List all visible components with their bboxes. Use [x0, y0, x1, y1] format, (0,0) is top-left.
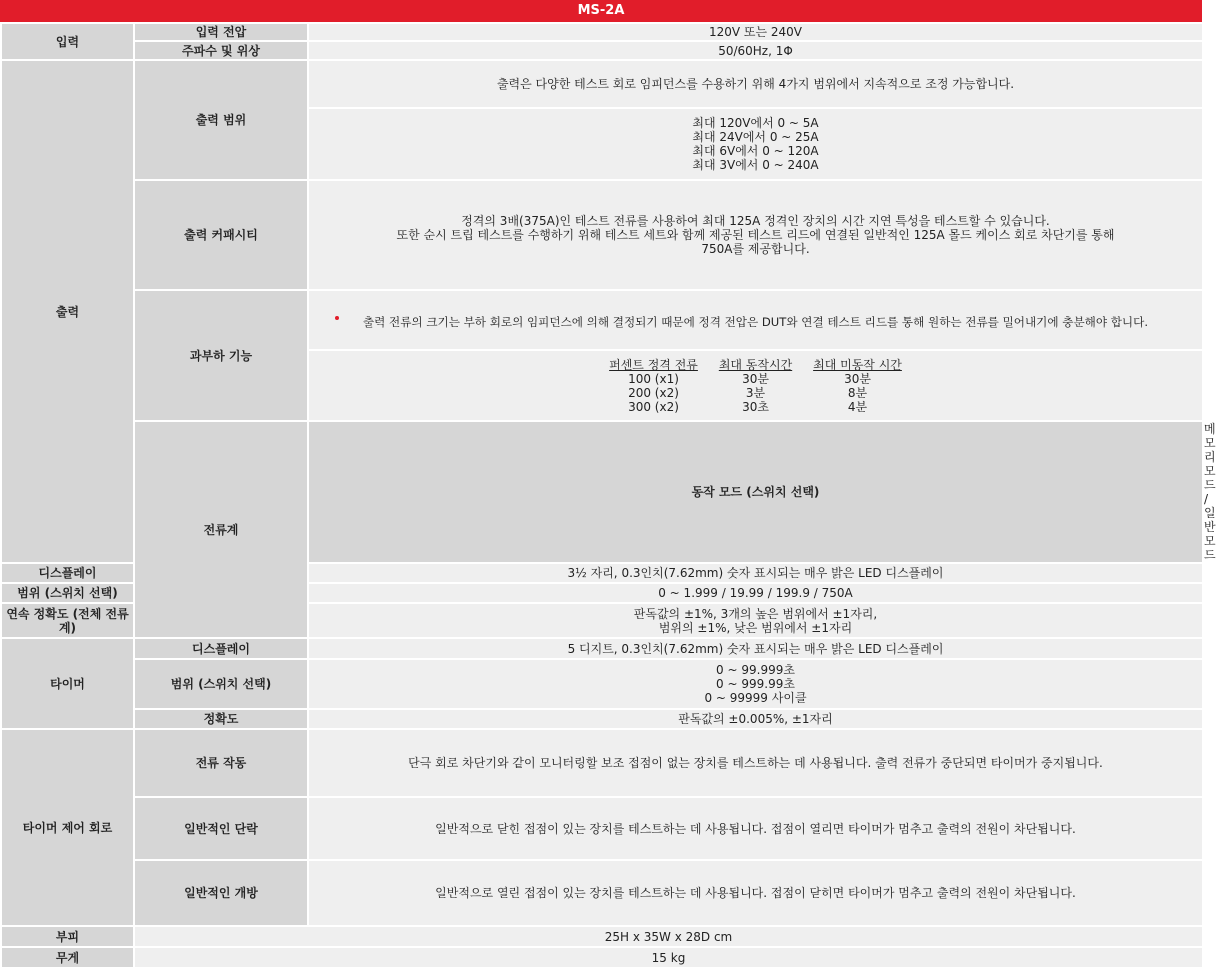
- output-range-line: 최대 3V에서 0 ~ 240A: [692, 158, 819, 172]
- overload-cell: 30분: [844, 371, 871, 386]
- timer-range-line: 0 ~ 99.999초: [716, 663, 795, 677]
- current-operation-value: 단극 회로 차단기와 같이 모니터링할 보조 접점이 없는 장치를 테스트하는 데 사용됩니다. 출력 전류가 중단되면 타이머가 중지됩니다.: [308, 729, 1203, 797]
- overload-cell: 4분: [847, 399, 868, 414]
- output-range-line: 최대 24V에서 0 ~ 25A: [692, 130, 819, 144]
- ammeter-display-label: 디스플레이: [1, 563, 134, 583]
- overload-cell: 8분: [847, 385, 868, 400]
- overload-cell: 300 (x2): [628, 399, 679, 414]
- overload-cell: 100 (x1): [628, 371, 679, 386]
- table-row: [1, 180, 1203, 290]
- table-row: [1, 23, 1203, 41]
- ammeter-accuracy-line: 범위의 ±1%, 낮은 범위에서 ±1자리: [658, 620, 853, 635]
- output-range-line: 최대 6V에서 0 ~ 120A: [692, 144, 819, 158]
- volume-value: 25H x 35W x 28D cm: [134, 926, 1203, 947]
- category-ammeter: 전류계: [134, 421, 308, 638]
- timer-range-label: 범위 (스위치 선택): [134, 659, 308, 709]
- normally-open-label: 일반적인 개방: [134, 860, 308, 926]
- ammeter-range-label: 범위 (스위치 선택): [1, 583, 134, 603]
- table-row: [1, 926, 1203, 947]
- ammeter-accuracy-value: [308, 603, 1203, 638]
- table-row: [1, 797, 1203, 860]
- timer-accuracy-value: 판독값의 ±0.005%, ±1자리: [308, 709, 1203, 729]
- overload-cell: 200 (x2): [628, 385, 679, 400]
- overload-cell: 30초: [742, 399, 769, 414]
- category-volume: 부피: [1, 926, 134, 947]
- overload-label: 과부하 기능: [134, 290, 308, 421]
- table-row: [1, 860, 1203, 926]
- frequency-value: 50/60Hz, 1Φ: [308, 41, 1203, 60]
- overload-header: 최대 미동작 시간: [813, 357, 902, 372]
- timer-accuracy-label: 정확도: [134, 709, 308, 729]
- output-range-label: 출력 범위: [134, 60, 308, 180]
- ammeter-range-value: 0 ~ 1.999 / 19.99 / 199.9 / 750A: [308, 583, 1203, 603]
- ammeter-accuracy-label: 연속 정확도 (전체 전류계): [1, 603, 134, 638]
- output-range-list: [308, 108, 1203, 180]
- overload-table: [600, 358, 912, 414]
- overload-header: 퍼센트 정격 전류: [609, 357, 698, 372]
- model-title: MS-2A: [0, 0, 1202, 22]
- output-capacity-label: 출력 커패시티: [134, 180, 308, 290]
- table-row: [1, 947, 1203, 968]
- table-row: [1, 290, 1203, 350]
- table-row: [1, 41, 1203, 60]
- capacity-line: 750A를 제공합니다.: [701, 242, 810, 256]
- overload-description: 출력 전류의 크기는 부하 회로의 임피던스에 의해 결정되기 때문에 정격 전압은 DUT와 연결 테스트 리드를 통해 원하는 전류를 밀어내기에 충분해야 합니다.: [362, 315, 1149, 329]
- category-timer: 타이머: [1, 638, 134, 729]
- timer-display-value: 5 디지트, 0.3인치(7.62mm) 숫자 표시되는 매우 밝은 LED 디스플레이: [308, 638, 1203, 659]
- capacity-line: 또한 순시 트립 테스트를 수행하기 위해 테스트 세트와 함께 제공된 테스트 리드에 연결된 일반적인 125A 몰드 케이스 회로 차단기를 통해: [396, 228, 1115, 242]
- table-row: [1, 60, 1203, 108]
- timer-range-line: 0 ~ 999.99초: [716, 677, 795, 691]
- spec-table: [0, 22, 1216, 969]
- timer-range-line: 0 ~ 99999 사이클: [704, 691, 807, 705]
- frequency-label: 주파수 및 위상: [134, 41, 308, 60]
- category-input: 입력: [1, 23, 134, 60]
- table-row: [1, 638, 1203, 659]
- ammeter-accuracy-line: 판독값의 ±1%, 3개의 높은 범위에서 ±1자리,: [633, 606, 878, 621]
- bullet-dot-icon: [335, 316, 339, 320]
- output-range-description: 출력은 다양한 테스트 회로 임피던스를 수용하기 위해 4가지 범위에서 지속적으로 조정 가능합니다.: [308, 60, 1203, 108]
- overload-description-cell: [308, 290, 1203, 350]
- timer-range-value: [308, 659, 1203, 709]
- category-weight: 무게: [1, 947, 134, 968]
- table-row: [1, 709, 1203, 729]
- normally-open-value: 일반적으로 열린 접점이 있는 장치를 테스트하는 데 사용됩니다. 접점이 닫히면 타이머가 멈추고 출력의 전원이 차단됩니다.: [308, 860, 1203, 926]
- output-range-line: 최대 120V에서 0 ~ 5A: [692, 116, 819, 130]
- input-voltage-label: 입력 전압: [134, 23, 308, 41]
- overload-cell: 3분: [745, 385, 766, 400]
- table-row: [1, 659, 1203, 709]
- overload-cell: 30분: [742, 371, 769, 386]
- weight-value: 15 kg: [134, 947, 1203, 968]
- overload-table-cell: [308, 350, 1203, 421]
- table-row: 전류계 동작 모드 (스위치 선택) 메모리 모드 / 일반 모드: [1, 421, 1203, 563]
- input-voltage-value: 120V 또는 240V: [308, 23, 1203, 41]
- capacity-line: 정격의 3배(375A)인 테스트 전류를 사용하여 최대 125A 정격인 장치의 시간 지연 특성을 테스트할 수 있습니다.: [461, 214, 1050, 228]
- category-timer-control: 타이머 제어 회로: [1, 729, 134, 926]
- normally-closed-label: 일반적인 단락: [134, 797, 308, 860]
- output-capacity-text: [308, 180, 1203, 290]
- ammeter-display-value: 3½ 자리, 0.3인치(7.62mm) 숫자 표시되는 매우 밝은 LED 디스플레이: [308, 563, 1203, 583]
- category-output: 출력: [1, 60, 134, 563]
- overload-header: 최대 동작시간: [718, 357, 793, 372]
- normally-closed-value: 일반적으로 닫힌 접점이 있는 장치를 테스트하는 데 사용됩니다. 접점이 열리면 타이머가 멈추고 출력의 전원이 차단됩니다.: [308, 797, 1203, 860]
- ammeter-mode-label: 동작 모드 (스위치 선택): [308, 421, 1203, 563]
- current-operation-label: 전류 작동: [134, 729, 308, 797]
- table-row: [1, 729, 1203, 797]
- timer-display-label: 디스플레이: [134, 638, 308, 659]
